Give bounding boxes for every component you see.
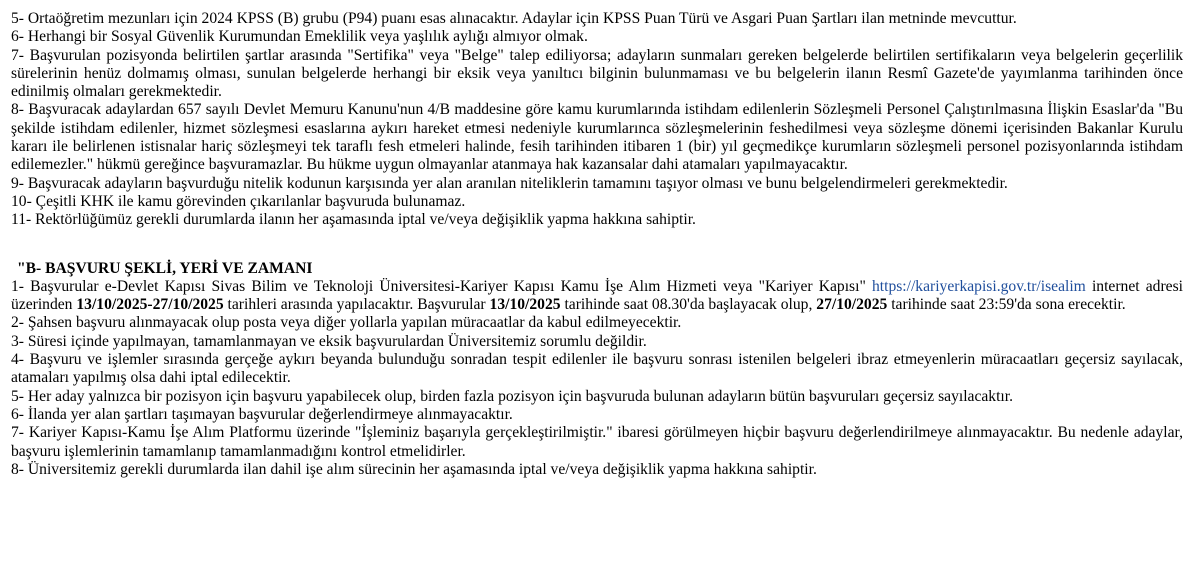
application-start-date: 13/10/2025 [489,296,561,314]
item1-text-3: tarihleri arasında yapılacaktır. Başvurular [223,296,490,314]
item1-text-5: tarihinde saat 23:59'da sona erecektir. [887,296,1126,314]
condition-11: 11- Rektörlüğümüz gerekli durumlarda ilanın her aşamasında iptal ve/veya değişiklik yapma hakkına sahiptir. [11,211,696,229]
application-item-7: 7- Kariyer Kapısı-Kamu İşe Alım Platformu üzerinde "İşleminiz başarıyla gerçekleştirilmiştir." ibaresi görülmeyen hiçbir başvuru değerlendirilmeye alınmayacaktır. Bu nedenle adaylar, başvuru işlemlerinin tamamlanıp tamamlanmadığını kontrol etmelidirler. [11,424,1183,460]
item1-text-4: tarihinde saat 08.30'da başlayacak olup, [560,296,817,314]
application-item-1 [11,278,1183,315]
condition-10: 10- Çeşitli KHK ile kamu görevinden çıkarılanlar başvuruda bulunamaz. [11,192,466,210]
section-b-heading: "B- BAŞVURU ŞEKLİ, YERİ VE ZAMANI [17,259,313,277]
section-b-application [11,260,1183,480]
application-item-4: 4- Başvuru ve işlemler sırasında gerçeğe aykırı beyanda bulunduğu sonradan tespit edilenler ile başvuru sonrası istenilen belgeleri ibraz etmeyenlerin müracaatları geçersiz sayılacak, atamaları yapılmış olsa dahi iptal edilecektir. [11,351,1183,387]
application-item-3: 3- Süresi içinde yapılmayan, tamamlanmayan ve eksik başvurulardan Üniversitemiz sorumlu değildir. [11,332,647,350]
application-item-2: 2- Şahsen başvuru alınmayacak olup posta veya diğer yollarla yapılan müracaatlar da kabul edilmeyecektir. [11,314,682,332]
condition-6: 6- Herhangi bir Sosyal Güvenlik Kurumundan Emeklilik veya yaşlılık aylığı almıyor olmak. [11,28,588,46]
application-item-6: 6- İlanda yer alan şartları taşımayan başvurular değerlendirmeye alınmayacaktır. [11,405,513,423]
condition-7: 7- Başvurulan pozisyonda belirtilen şartlar arasında "Sertifika" veya "Belge" talep ediliyorsa; adayların sunmaları gereken belgelerde belirtilen sertifikaların veya belgelerin geçerlilik sürelerinin henüz dolmamış olması, sunulan belgelerde herhangi bir eksik veya yanıltıcı bilginin bulunmaması ve bu belgelerin ilanın Resmî Gazete'de yayımlanma tarihinden önce edinilmiş olmaları gerekmektedir. [11,46,1183,101]
section-spacer [11,230,1183,260]
application-end-date: 27/10/2025 [816,296,888,314]
condition-8: 8- Başvuracak adaylardan 657 sayılı Devlet Memuru Kanunu'nun 4/B maddesine göre kamu kurumlarında istihdam edilenlerin Sözleşmeli Personel Çalıştırılmasına İlişkin Esaslar'da "Bu şekilde istihdam edilenler, hizmet sözleşmesi esaslarına aykırı hareket etmesi nedeniyle kurumlarınca sözleşmelerinin feshedilmesi veya sözleşme dönemi içerisinden Bakanlar Kurulu kararı ile belirlenen istisnalar hariç sözleşmeyi tek taraflı fesh etmeleri halinde, fesih tarihinden itibaren 1 (bir) yıl geçmedikçe kurumların sözleşmeli personel pozisyonlarında istihdam edilemezler." hükmü gereğince başvuramazlar. Bu hükme uygun olmayanlar atanmaya hak kazansalar dahi atamaları yapılmayacaktır. [11,101,1183,174]
section-a-conditions [11,10,1183,230]
condition-5: 5- Ortaöğretim mezunları için 2024 KPSS (B) grubu (P94) puanı esas alınacaktır. Adaylar için KPSS Puan Türü ve Asgari Puan Şartları ilan metninde mevcuttur. [11,10,1017,27]
item1-text-1: 1- Başvurular e-Devlet Kapısı Sivas Bilim ve Teknoloji Üniversitesi-Kariyer Kapısı Kamu İşe Alım Hizmeti veya "Kariyer Kapısı" [11,277,872,295]
application-date-range: 13/10/2025-27/10/2025 [76,296,224,314]
kariyer-kapisi-link[interactable]: https://kariyerkapisi.gov.tr/isealim [871,277,1086,295]
application-item-8: 8- Üniversitemiz gerekli durumlarda ilan dahil işe alım sürecinin her aşamasında iptal ve/veya değişiklik yapma hakkına sahiptir. [11,460,817,478]
item1-text-2: internet adresi üzerinden [11,277,1183,314]
condition-9: 9- Başvuracak adayların başvurduğu nitelik kodunun karşısında yer alan aranılan niteliklerin tamamını taşıyor olması ve bunu belgelendirmeleri gerekmektedir. [11,174,1008,192]
application-item-5: 5- Her aday yalnızca bir pozisyon için başvuru yapabilecek olup, birden fazla pozisyon için başvuruda bulunan adayların bütün başvuruları geçersiz sayılacaktır. [11,387,1013,405]
document-page [11,10,1183,479]
